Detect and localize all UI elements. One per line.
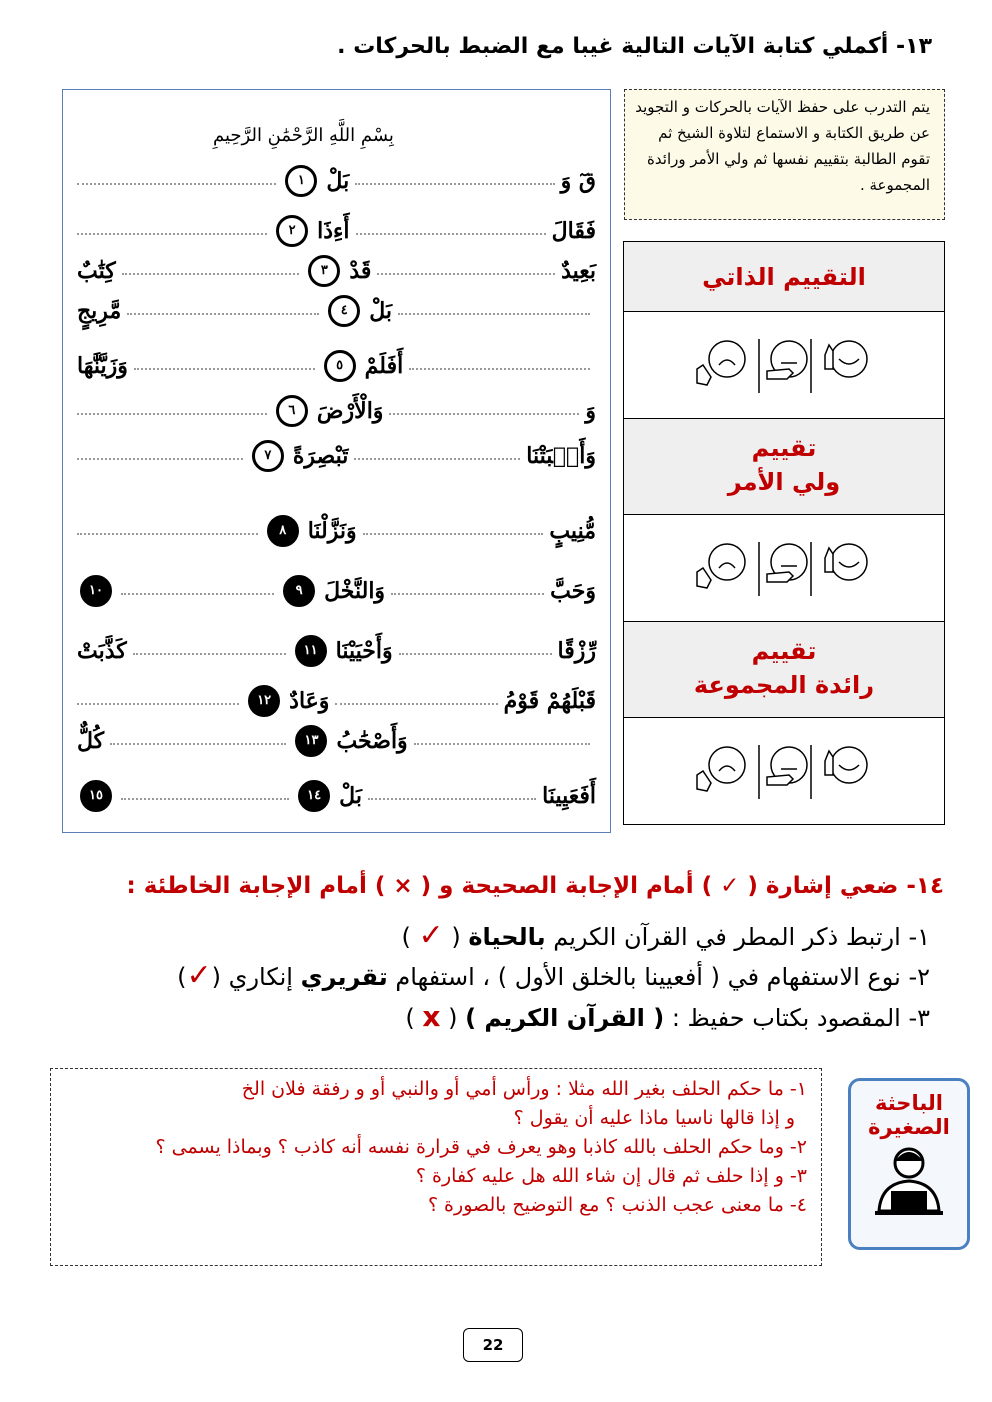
- instruction-note: يتم التدرب على حفظ الآيات بالحركات و التجويد عن طريق الكتابة و الاستماع لتلاوة الشيخ ثم تقوم الطالبة بتقييم نفسها ثم ولي الأمر ورائدة المجموعة .: [624, 89, 945, 220]
- ayah-number-icon: ٤: [328, 295, 360, 327]
- item-number: ٢-: [908, 963, 930, 991]
- line-start-word: قٓ وَ: [560, 168, 596, 194]
- item-number: ٣-: [908, 1004, 930, 1032]
- blank-line[interactable]: [391, 587, 544, 595]
- q14-title: ١٤- ضعي إشارة ( ✓ ) أمام الإجابة الصحيحة و ( × ) أمام الإجابة الخاطئة :: [126, 873, 944, 899]
- ayah-number-icon: ١١: [295, 635, 327, 667]
- researcher-label-1: الباحثة: [875, 1091, 943, 1115]
- self-assessment-header: التقييم الذاتي: [624, 242, 944, 312]
- line-start-word: فَقَالَ: [551, 218, 596, 244]
- neutral-face-icon: [767, 747, 807, 785]
- ayah-line: [77, 395, 596, 427]
- line-word: بَلْ: [326, 168, 350, 194]
- q14-item-2: [177, 958, 930, 993]
- blank-line[interactable]: [121, 792, 289, 800]
- question-line: و إذا قالها ناسيا ماذا عليه أن يقول ؟: [513, 1107, 795, 1129]
- leader-assessment-header: [624, 622, 944, 718]
- ayah-line: [77, 685, 596, 717]
- x-mark: x: [422, 1000, 441, 1033]
- ayah-number-icon: ١٣: [295, 725, 327, 757]
- student-laptop-icon: [851, 1139, 967, 1219]
- item-text: المقصود بكتاب حفيظ :: [671, 1004, 901, 1032]
- guardian-label-2: ولي الأمر: [727, 468, 841, 496]
- faces-row: [624, 312, 944, 418]
- guardian-assessment-faces[interactable]: [624, 515, 944, 622]
- ayah-number-icon: ٣: [308, 255, 340, 287]
- line-start-word: أَفَعَيِينَا: [542, 783, 596, 809]
- line-start-word: قَبْلَهُمْ قَوْمُ: [503, 688, 596, 714]
- leader-label-1: تقييم: [751, 637, 817, 665]
- leader-assessment-faces[interactable]: [624, 718, 944, 823]
- sad-face-icon: [697, 341, 745, 385]
- q14-item-3: [405, 1000, 930, 1033]
- neutral-face-icon: [767, 341, 807, 379]
- line-start-word: وَحَبَّ: [550, 578, 596, 604]
- ayah-number-icon: ٧: [252, 440, 284, 472]
- blank-line[interactable]: [133, 647, 286, 655]
- ayah-number-icon: ٩: [283, 575, 315, 607]
- line-start-word: رِّزْقًا: [557, 638, 596, 664]
- q13-title: ١٣- أكملي كتابة الآيات التالية غيبا مع الضبط بالحركات .: [337, 34, 932, 59]
- research-questions: [50, 1068, 822, 1266]
- blank-line[interactable]: [355, 177, 554, 185]
- answer-box[interactable]: ( ✓ ): [401, 918, 461, 953]
- ayah-line: [77, 350, 596, 382]
- blank-line[interactable]: [377, 267, 555, 275]
- blank-line[interactable]: [354, 452, 520, 460]
- item-answer: ( القرآن الكريم ): [465, 1004, 665, 1032]
- blank-line[interactable]: [335, 697, 497, 705]
- line-end-word: كَذَّبَتْ: [77, 638, 127, 664]
- basmala: بِسْمِ اللَّهِ الرَّحْمَٰنِ الرَّحِيمِ: [213, 125, 394, 146]
- sad-face-icon: [697, 544, 745, 588]
- quran-worksheet: [62, 89, 611, 833]
- blank-line[interactable]: [77, 177, 276, 185]
- blank-line[interactable]: [77, 452, 243, 460]
- q14-item-1: [402, 918, 930, 953]
- line-word: أَءِذَا: [317, 218, 350, 244]
- line-end-word: مَّرِيجٍ: [76, 298, 122, 324]
- ayah-number-icon: ٥: [324, 350, 356, 382]
- line-word: أَفَلَمْ: [364, 353, 404, 379]
- guardian-assessment-header: [624, 419, 944, 515]
- ayah-line: [77, 515, 596, 547]
- ayah-line: [77, 215, 596, 247]
- line-start-word: بَعِيدٌ: [561, 258, 596, 284]
- blank-line[interactable]: [121, 587, 274, 595]
- blank-line[interactable]: [134, 362, 315, 370]
- ayah-line: [77, 295, 596, 327]
- blank-line[interactable]: [77, 227, 267, 235]
- line-end-word: وَزَيَّنَّٰهَا: [76, 353, 128, 379]
- self-assessment-faces[interactable]: [624, 312, 944, 419]
- blank-line[interactable]: [414, 737, 590, 745]
- young-researcher-badge: [848, 1078, 970, 1250]
- line-word: بَلْ: [339, 783, 362, 809]
- ayah-line: [77, 255, 596, 287]
- ayah-number-icon: ٨: [267, 515, 299, 547]
- line-word: تَبْصِرَةً: [292, 443, 349, 469]
- line-word: وَالْأَرْضَ: [316, 398, 384, 424]
- guardian-label-1: تقييم: [751, 434, 817, 462]
- question-line: ٣- و إذا حلف ثم قال إن شاء الله هل عليه كفارة ؟: [415, 1165, 807, 1187]
- leader-label-2: رائدة المجموعة: [693, 671, 875, 699]
- blank-line[interactable]: [363, 527, 544, 535]
- item-answer: تقريري: [300, 963, 388, 991]
- blank-line[interactable]: [77, 407, 267, 415]
- question-line: ١- ما حكم الحلف بغير الله مثلا : ورأس أمي أو والنبي أو و رفقة فلان الخ: [241, 1078, 807, 1100]
- blank-line[interactable]: [77, 697, 239, 705]
- line-end-word: كُلٌّ: [77, 728, 105, 754]
- line-word: وَالنَّخْلَ: [324, 578, 386, 604]
- blank-line[interactable]: [110, 737, 286, 745]
- blank-line[interactable]: [122, 267, 300, 275]
- faces-row: [624, 718, 944, 823]
- blank-line[interactable]: [398, 307, 590, 315]
- page-number: 22: [463, 1328, 523, 1362]
- item-text: ارتبط ذكر المطر في القرآن الكريم: [553, 923, 901, 951]
- line-end-word: كِتَٰبٌ: [76, 258, 116, 284]
- blank-line[interactable]: [399, 647, 552, 655]
- assessment-table: [623, 241, 945, 825]
- blank-line[interactable]: [368, 792, 536, 800]
- blank-line[interactable]: [389, 407, 579, 415]
- ayah-line: [77, 575, 596, 607]
- check-mark: ✓: [418, 918, 444, 953]
- line-start-word: وَ: [585, 398, 596, 424]
- line-word: وَأَصْحَٰبُ: [336, 728, 408, 754]
- line-word: وَنَزَّلْنَا: [307, 518, 357, 544]
- ayah-number-icon: ١٢: [248, 685, 280, 717]
- item-extra: إنكاري: [228, 963, 293, 991]
- line-word: قَدْ: [349, 258, 372, 284]
- line-start-word: وَأَنۢبَتْنَا: [526, 443, 596, 469]
- item-number: ١-: [908, 923, 930, 951]
- happy-face-icon: [825, 747, 867, 783]
- line-start-word: مُّنِيبٍ: [549, 518, 596, 544]
- ayah-number-icon: ٢: [276, 215, 308, 247]
- sad-face-icon: [697, 747, 745, 791]
- happy-face-icon: [825, 341, 867, 377]
- ayah-line: [77, 780, 596, 812]
- question-line: ٢- وما حكم الحلف بالله كاذبا وهو يعرف في قرارة نفسه أنه كاذب ؟ وبماذا يسمى ؟: [155, 1136, 807, 1158]
- answer-box[interactable]: (✓): [177, 958, 222, 993]
- ayah-line: [77, 165, 596, 197]
- ayah-number-icon: ١: [285, 165, 317, 197]
- item-text: نوع الاستفهام في ( أفعيينا بالخلق الأول ) ، استفهام: [395, 963, 901, 991]
- blank-line[interactable]: [409, 362, 590, 370]
- ayah-number-icon: ١٤: [298, 780, 330, 812]
- check-mark: ✓: [186, 958, 212, 993]
- faces-row: [624, 515, 944, 621]
- line-word: بَلْ: [369, 298, 393, 324]
- ayah-number-icon: ١٥: [80, 780, 112, 812]
- blank-line[interactable]: [77, 527, 258, 535]
- question-line: ٤- ما معنى عجب الذنب ؟ مع التوضيح بالصورة ؟: [427, 1194, 807, 1216]
- blank-line[interactable]: [356, 227, 546, 235]
- ayah-number-icon: ١٠: [80, 575, 112, 607]
- line-word: وَأَحْيَيْنَا: [335, 638, 393, 664]
- item-answer: بالحياة: [468, 923, 546, 951]
- ayah-number-icon: ٦: [276, 395, 308, 427]
- blank-line[interactable]: [127, 307, 319, 315]
- researcher-label-2: الصغيرة: [868, 1115, 950, 1139]
- ayah-line: [77, 635, 596, 667]
- neutral-face-icon: [767, 544, 807, 582]
- line-word: وَعَادٌ: [289, 688, 330, 714]
- ayah-line: [77, 725, 596, 757]
- happy-face-icon: [825, 544, 867, 580]
- answer-box[interactable]: ( x ): [405, 1000, 458, 1033]
- ayah-line: [77, 440, 596, 472]
